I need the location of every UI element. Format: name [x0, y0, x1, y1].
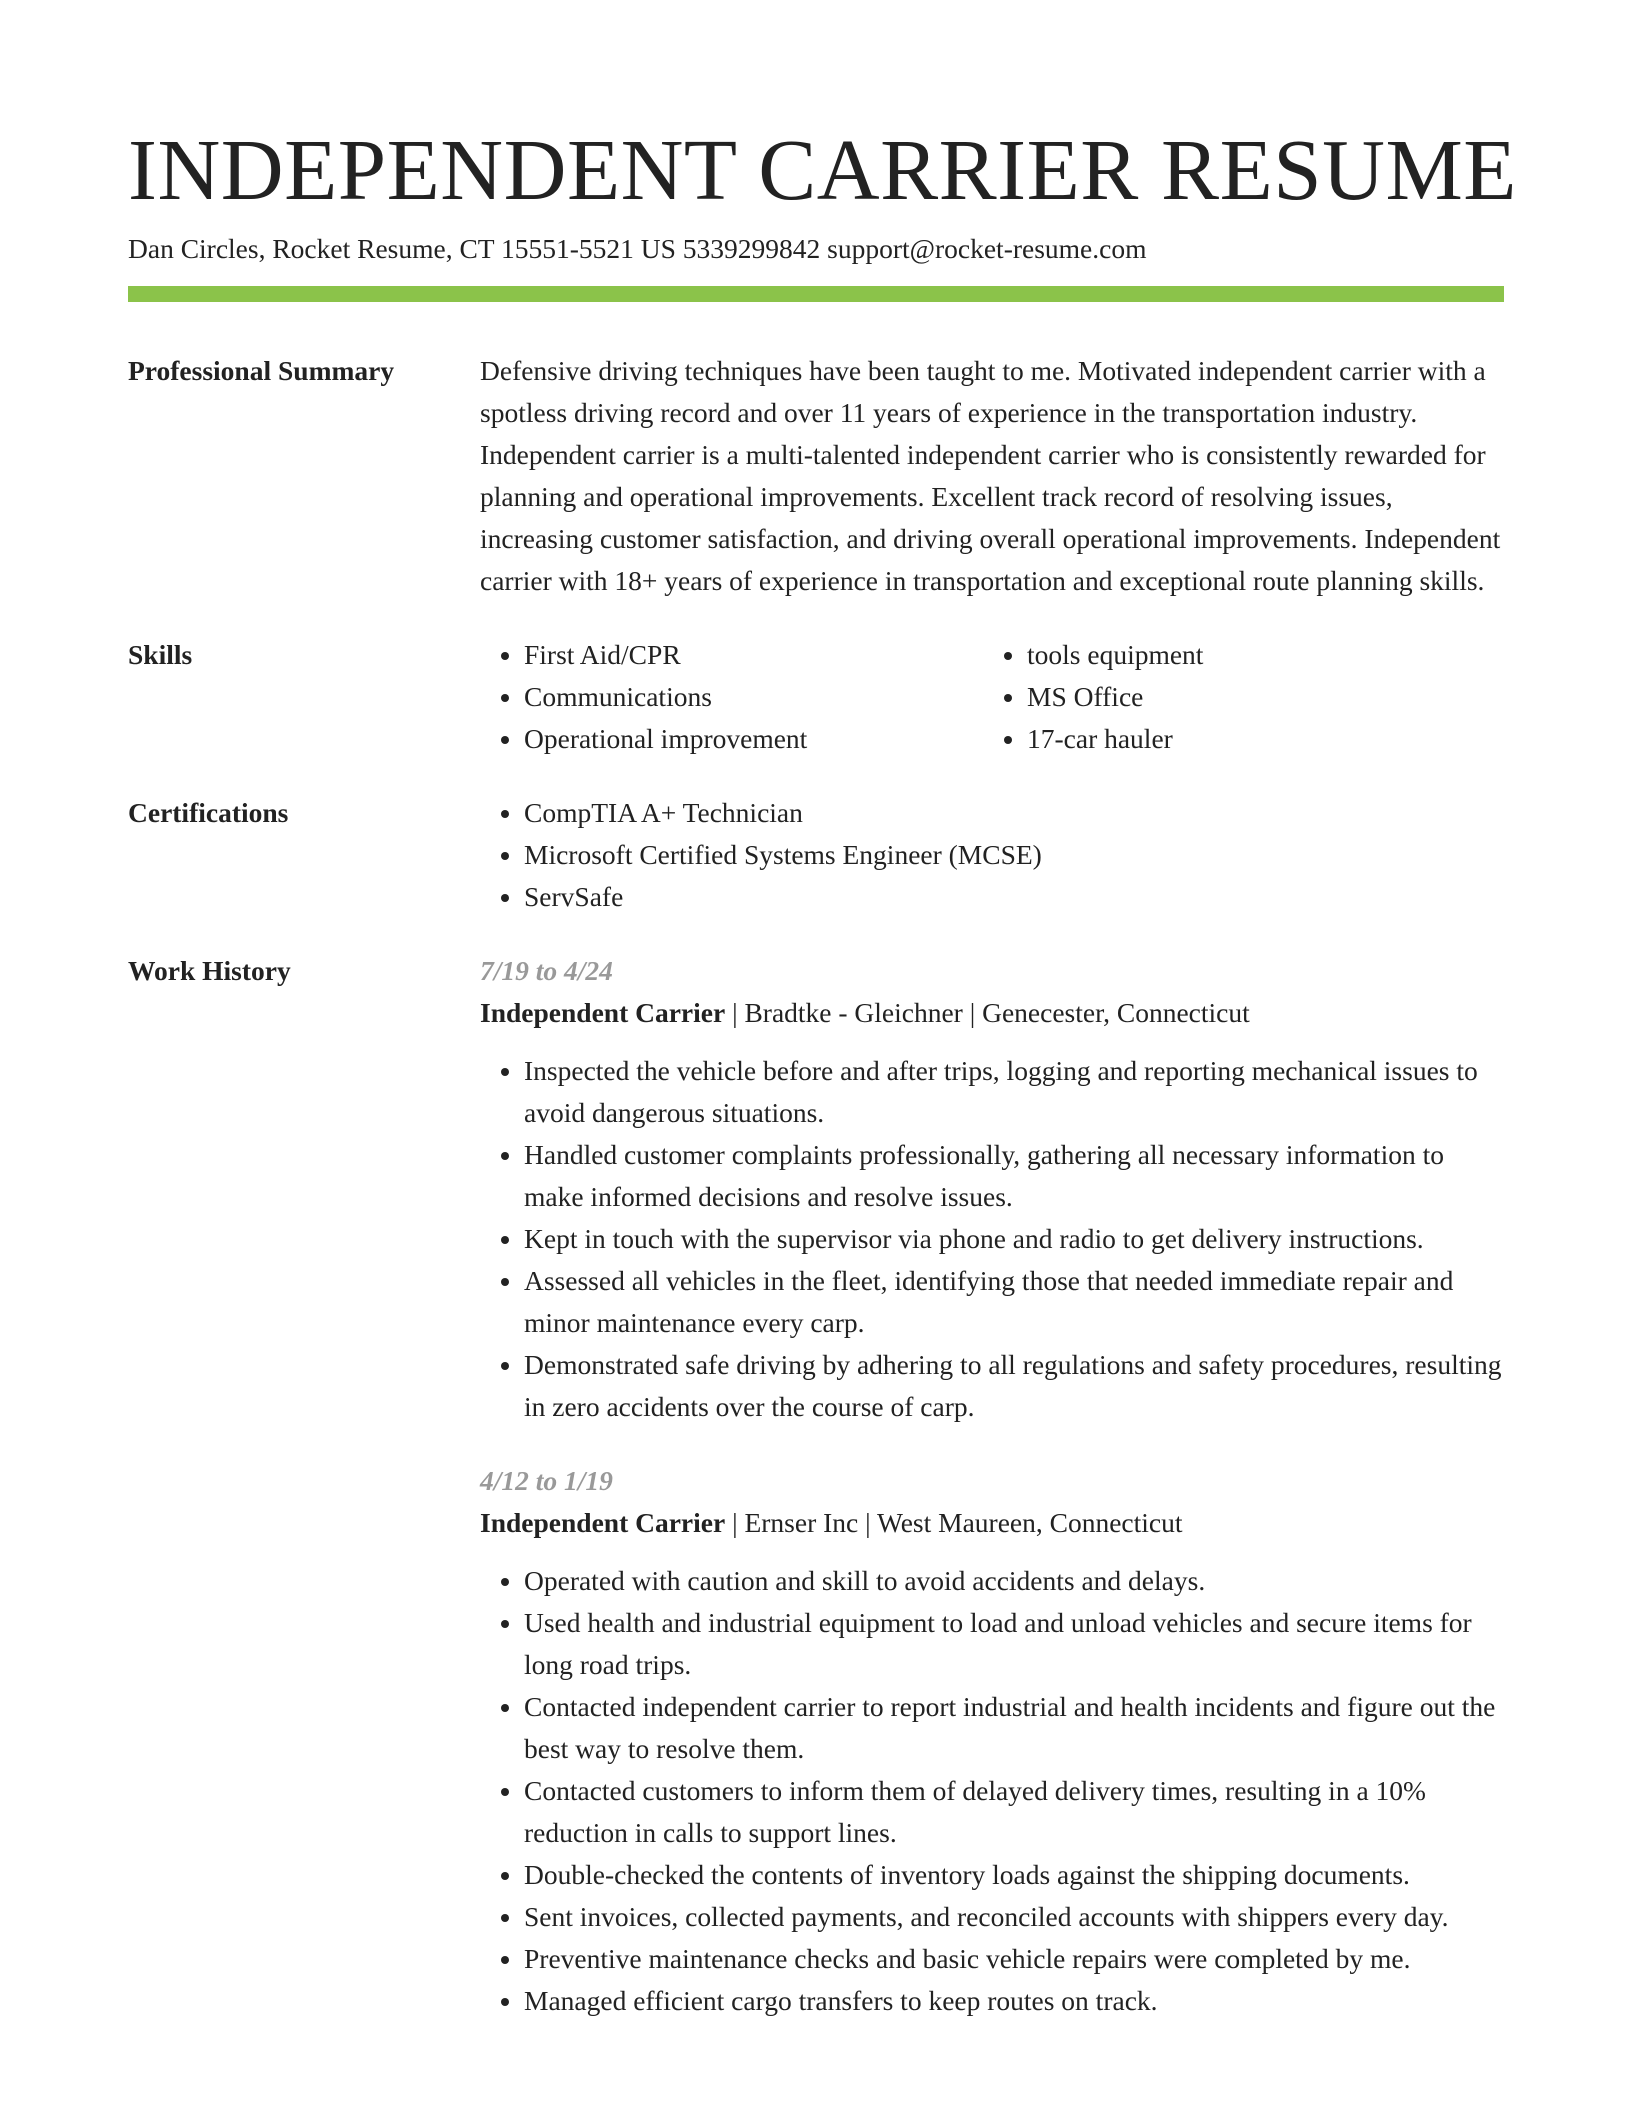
job-bullet: • Demonstrated safe driving by adhering to all regulations and safety procedures, resulting in zero accidents over the course of carp. — [524, 1344, 1504, 1428]
job-bullets — [480, 1560, 1504, 2022]
skill-item: • MS Office — [1027, 676, 1486, 718]
certifications-label: Certifications — [128, 797, 289, 828]
certification-item: • ServSafe — [524, 876, 1504, 918]
certifications-body — [480, 792, 1504, 918]
certification-item: • CompTIA A+ Technician — [524, 792, 1504, 834]
job-details: | Ernser Inc | West Maureen, Connecticut — [725, 1507, 1183, 1538]
job-heading — [480, 1502, 1504, 1544]
job-bullets — [480, 1050, 1504, 1428]
skill-item: • Operational improvement — [524, 718, 983, 760]
job-bullet: • Double-checked the contents of inventory loads against the shipping documents. — [524, 1854, 1504, 1896]
certifications-list — [480, 792, 1504, 918]
summary-label: Professional Summary — [128, 355, 395, 386]
job-dates: 4/12 to 1/19 — [480, 1465, 613, 1496]
job-bullet: • Assessed all vehicles in the fleet, identifying those that needed immediate repair and minor maintenance every carp. — [524, 1260, 1504, 1344]
job-bullet: • Contacted customers to inform them of delayed delivery times, resulting in a 10% reduction in calls to support lines. — [524, 1770, 1504, 1854]
job-bullet: • Preventive maintenance checks and basic vehicle repairs were completed by me. — [524, 1938, 1504, 1980]
summary-section — [128, 350, 1504, 602]
job-bullet: • Inspected the vehicle before and after trips, logging and reporting mechanical issues to avoid dangerous situations. — [524, 1050, 1504, 1134]
summary-text: Defensive driving techniques have been taught to me. Motivated independent carrier with a spotless driving record and over 11 years of experience in the transportation industry. Independent carrier is a multi-talented independent carrier who is consistently rewarded for planning and operational improvements. Excellent track record of resolving issues, increasing customer satisfaction, and driving overall operational improvements. Independent carrier with 18+ years of experience in transportation and exceptional route planning skills. — [480, 355, 1501, 596]
certifications-section — [128, 792, 1504, 918]
job-bullet: • Managed efficient cargo transfers to keep routes on track. — [524, 1980, 1504, 2022]
skills-grid — [480, 634, 1504, 760]
job-bullet: • Sent invoices, collected payments, and reconciled accounts with shippers every day. — [524, 1896, 1504, 1938]
job-bullet: • Used health and industrial equipment to load and unload vehicles and secure items for long road trips. — [524, 1602, 1504, 1686]
summary-body — [480, 350, 1504, 602]
work-history-section — [128, 950, 1504, 2022]
job-entry — [480, 1460, 1504, 2022]
skills-section — [128, 634, 1504, 760]
job-bullet: • Kept in touch with the supervisor via phone and radio to get delivery instructions. — [524, 1218, 1504, 1260]
skill-item: • First Aid/CPR — [524, 634, 983, 676]
certification-item: • Microsoft Certified Systems Engineer (MCSE) — [524, 834, 1504, 876]
job-details: | Bradtke - Gleichner | Genecester, Connecticut — [725, 997, 1250, 1028]
skills-body — [480, 634, 1504, 760]
work-history-body — [480, 950, 1504, 2022]
skills-label: Skills — [128, 639, 193, 670]
resume-title: INDEPENDENT CARRIER RESUME — [128, 121, 1517, 218]
skill-item: • 17-car hauler — [1027, 718, 1486, 760]
work-history-label: Work History — [128, 955, 291, 986]
job-dates: 7/19 to 4/24 — [480, 955, 613, 986]
job-entry — [480, 950, 1504, 1428]
accent-divider — [128, 286, 1504, 302]
job-heading — [480, 992, 1504, 1034]
job-bullet: • Operated with caution and skill to avoid accidents and delays. — [524, 1560, 1504, 1602]
contact-line: Dan Circles, Rocket Resume, CT 15551-5521 US 5339299842 support@rocket-resume.com — [128, 233, 1147, 264]
skills-list-left — [480, 634, 983, 760]
job-title: Independent Carrier — [480, 997, 726, 1028]
resume-sections — [128, 350, 1504, 2022]
job-bullet: • Contacted independent carrier to report industrial and health incidents and figure out the best way to resolve them. — [524, 1686, 1504, 1770]
skill-item: • Communications — [524, 676, 983, 718]
job-title: Independent Carrier — [480, 1507, 726, 1538]
skills-list-right — [983, 634, 1486, 760]
skill-item: • tools equipment — [1027, 634, 1486, 676]
job-bullet: • Handled customer complaints professionally, gathering all necessary information to make informed decisions and resolve issues. — [524, 1134, 1504, 1218]
